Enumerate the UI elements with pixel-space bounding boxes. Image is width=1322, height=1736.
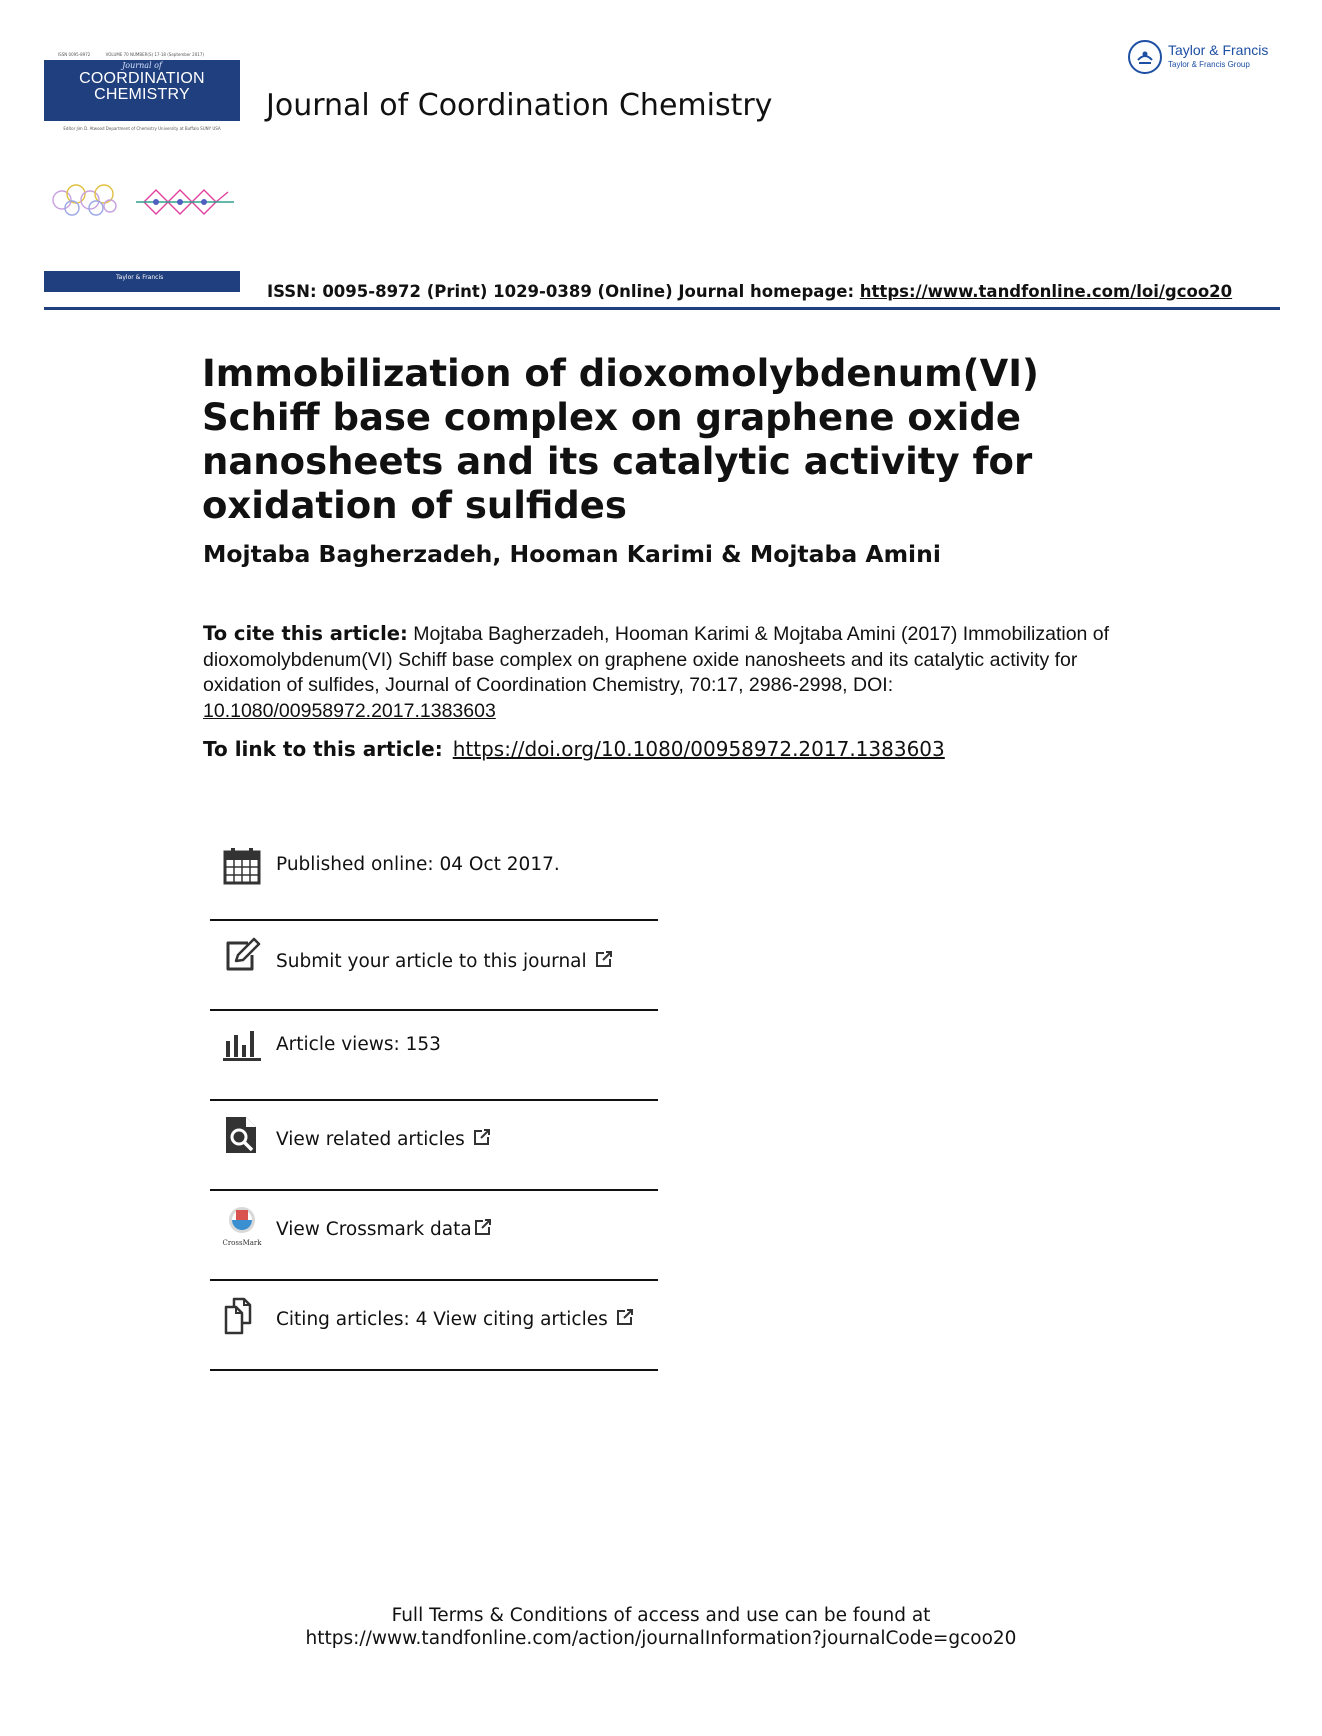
cover-publisher-band: Taylor & Francis xyxy=(44,271,240,292)
article-info-list xyxy=(210,832,658,1371)
journal-cover xyxy=(44,52,240,292)
published-text: Published online: 04 Oct 2017. xyxy=(276,854,560,875)
external-link-icon xyxy=(473,1128,491,1146)
related-articles-row[interactable] xyxy=(210,1101,658,1191)
citation-block xyxy=(203,621,1123,724)
citing-articles-link[interactable]: Citing articles: 4 View citing articles xyxy=(276,1309,608,1330)
cover-editor: Editor Jim D. Atwood Department of Chemistry University at Buffalo SUNY USA xyxy=(44,121,240,136)
issn-line: ISSN: 0095-8972 (Print) 1029-0389 (Online) Journal homepage: https://www.tandfonline.com/loi/gcoo20 xyxy=(267,282,1233,301)
footer xyxy=(0,1604,1322,1650)
bar-chart-icon xyxy=(222,1025,262,1065)
external-link-icon xyxy=(474,1218,492,1236)
document-search-icon xyxy=(222,1115,262,1155)
submit-article-link[interactable]: Submit your article to this journal xyxy=(276,951,587,972)
journal-title: Journal of Coordination Chemistry xyxy=(266,88,773,123)
taylor-francis-logo-icon xyxy=(1128,40,1162,74)
cite-label: To cite this article: xyxy=(203,622,408,645)
cite-doi-link[interactable]: 10.1080/00958972.2017.1383603 xyxy=(203,699,496,722)
publisher-logo[interactable] xyxy=(1128,38,1288,78)
copy-documents-icon xyxy=(222,1295,262,1335)
calendar-icon xyxy=(222,846,262,886)
crossmark-logo: CrossMark xyxy=(222,1205,262,1245)
header-divider xyxy=(44,307,1280,310)
cover-banner xyxy=(44,52,240,136)
article-doi-link[interactable]: https://doi.org/10.1080/00958972.2017.1383603 xyxy=(452,737,945,761)
citing-articles-row[interactable] xyxy=(210,1281,658,1371)
article-views-row xyxy=(210,1011,658,1101)
external-link-icon xyxy=(616,1308,634,1326)
footer-terms-text: Full Terms & Conditions of access and use can be found at xyxy=(391,1605,931,1626)
publisher-group: Taylor & Francis Group xyxy=(1168,60,1250,69)
related-articles-link[interactable]: View related articles xyxy=(276,1129,465,1150)
article-title: Immobilization of dioxomolybdenum(VI) Schiff base complex on graphene oxide nanosheets and its catalytic activity for oxidation of sulfides xyxy=(202,352,1039,527)
cover-molecule-illustration xyxy=(44,172,240,232)
submit-article-row[interactable] xyxy=(210,921,658,1011)
crossmark-link[interactable]: View Crossmark data xyxy=(276,1219,472,1240)
crossmark-icon xyxy=(222,1205,262,1235)
article-authors: Mojtaba Bagherzadeh, Hooman Karimi & Mojtaba Amini xyxy=(203,540,941,568)
cover-title: COORDINATION CHEMISTRY xyxy=(79,70,205,103)
footer-terms-link[interactable]: https://www.tandfonline.com/action/journalInformation?journalCode=gcoo20 xyxy=(305,1628,1017,1649)
article-views-text: Article views: 153 xyxy=(276,1034,441,1055)
journal-homepage-link[interactable]: https://www.tandfonline.com/loi/gcoo20 xyxy=(859,282,1233,301)
cover-journal-of: Journal of xyxy=(122,61,162,70)
cover-meta: ISSN 0095-8972 VOLUME 70 NUMBER(S) 17-18 (September 2017) xyxy=(44,52,240,60)
cite-text: Mojtaba Bagherzadeh, Hooman Karimi & Mojtaba Amini (2017) Immobilization of dioxomolybdenum(VI) Schiff base complex on graphene oxide nanosheets and its catalytic activity for oxidation of sulfides, Journal of Coordination Chemistry, 70:17, 2986-2998, DOI: xyxy=(203,623,1110,696)
link-label: To link to this article: xyxy=(203,737,443,761)
link-line xyxy=(203,737,945,761)
published-row xyxy=(210,832,658,921)
external-link-icon xyxy=(595,950,613,968)
edit-icon xyxy=(222,935,262,975)
publisher-name: Taylor & Francis xyxy=(1168,42,1269,58)
crossmark-row[interactable] xyxy=(210,1191,658,1281)
